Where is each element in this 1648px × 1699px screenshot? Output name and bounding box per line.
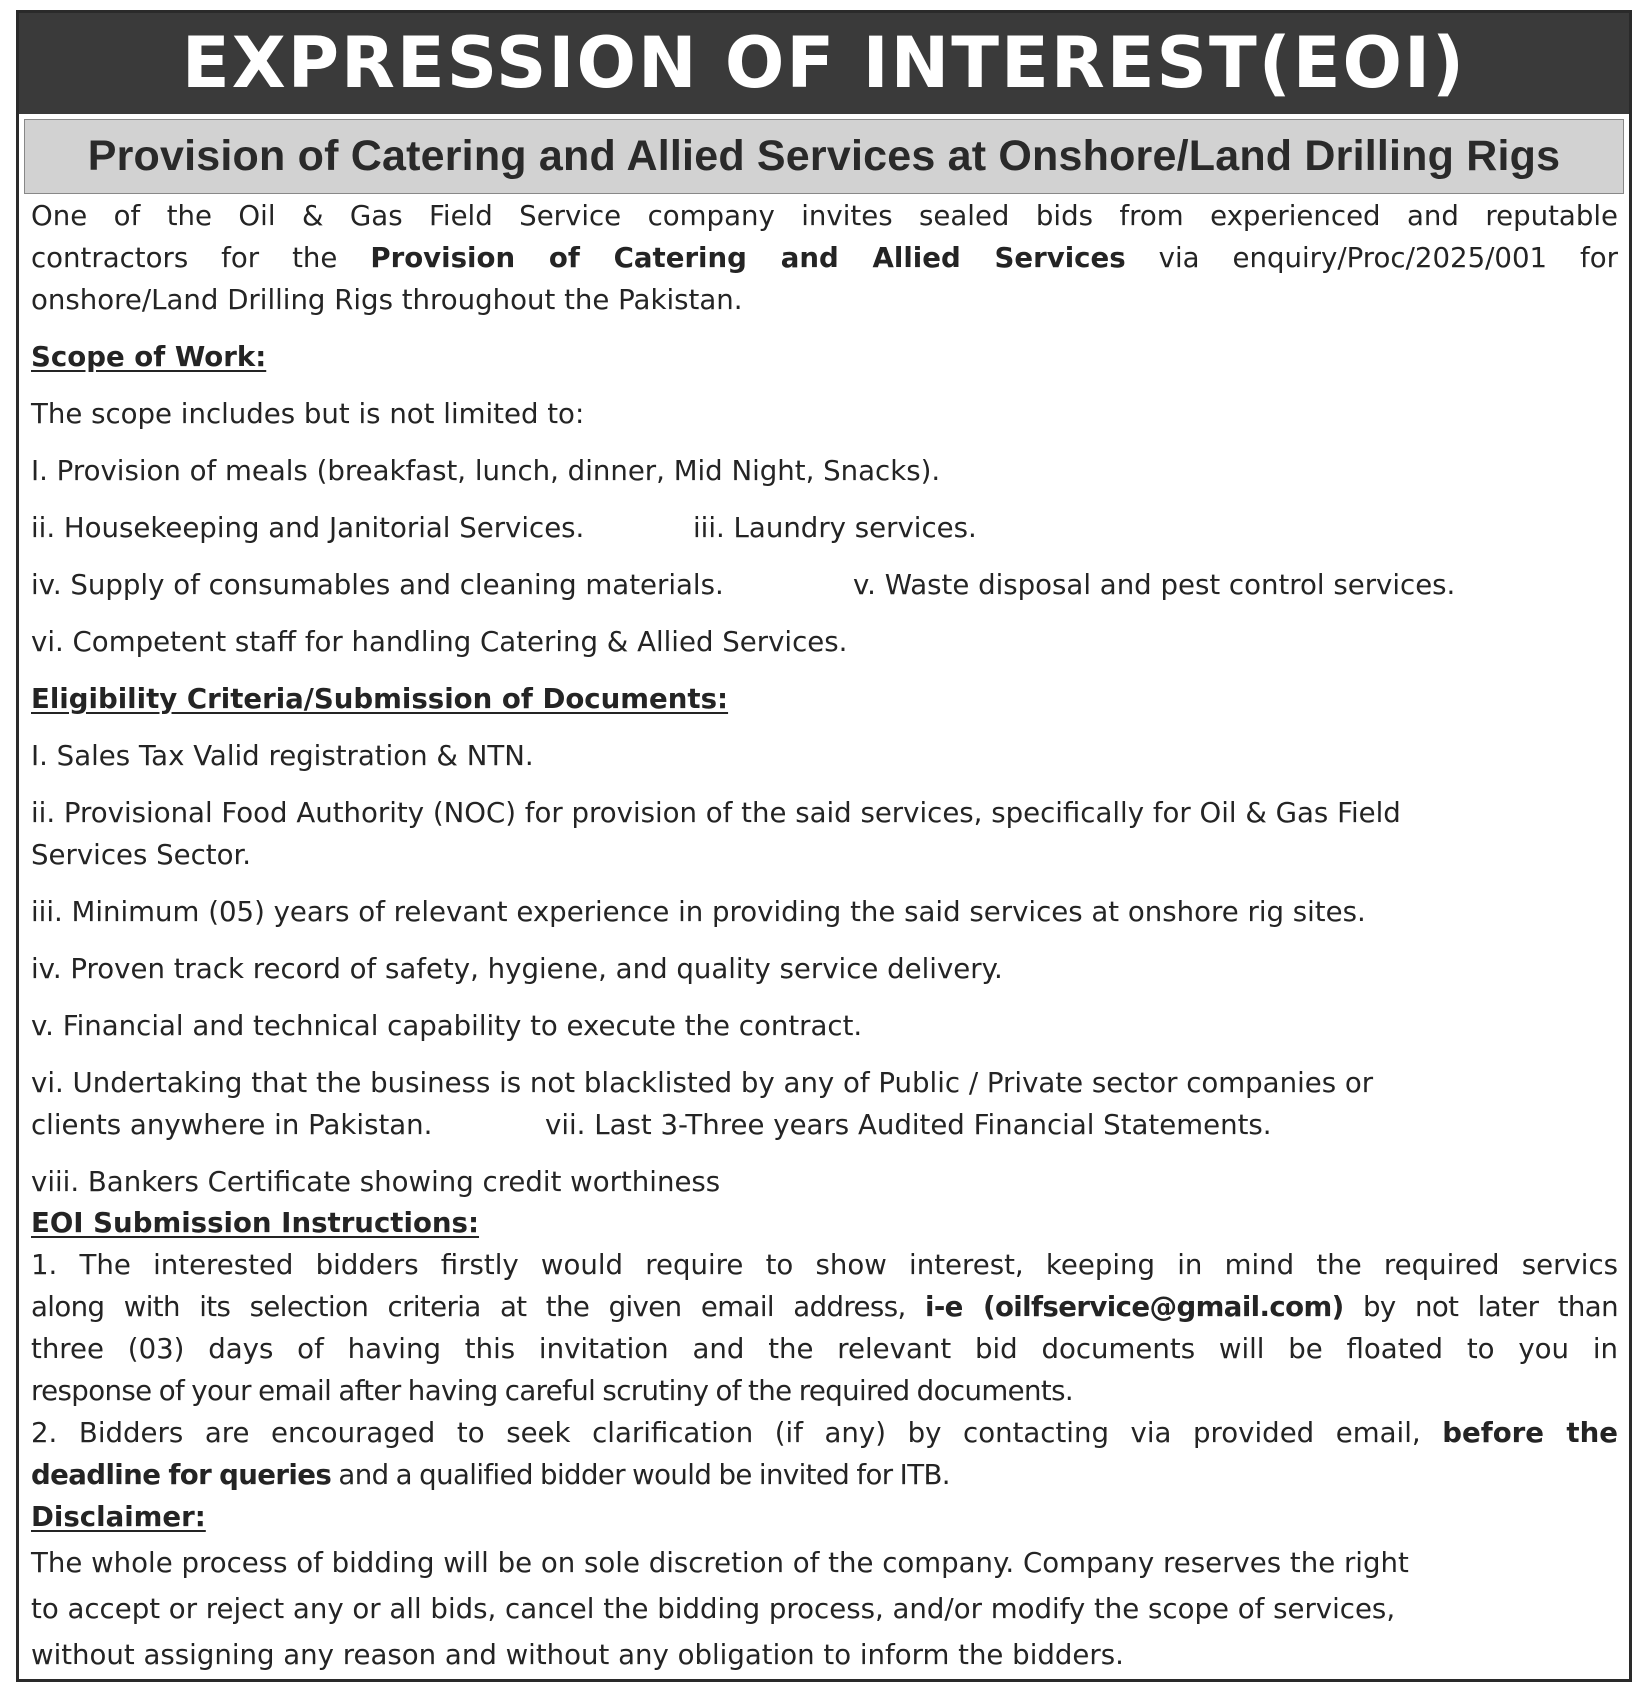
eligibility-item-4: iv. Proven track record of safety, hygiene, and quality service delivery. (31, 952, 1003, 985)
eligibility-item-1: I. Sales Tax Valid registration & NTN. (31, 739, 534, 772)
disclaimer-line-2: to accept or reject any or all bids, cancel the bidding process, and/or modify the scope of services, (31, 1592, 1396, 1625)
eligibility-item-6-line-1: vi. Undertaking that the business is not blacklisted by any of Public / Private sector companies or (31, 1066, 1374, 1099)
disclaimer-heading: Disclaimer: (31, 1500, 206, 1533)
intro-line-1: One of the Oil & Gas Field Service company invites sealed bids from experienced and reputable (31, 199, 1618, 232)
submission-para-1-line-1: 1. The interested bidders firstly would require to show interest, keeping in mind the required servics (31, 1248, 1618, 1281)
scope-lead: The scope includes but is not limited to: (31, 397, 585, 430)
scope-item-3: iii. Laundry services. (693, 511, 977, 544)
disclaimer-line-1: The whole process of bidding will be on sole discretion of the company. Company reserves the right (31, 1546, 1409, 1579)
scope-item-6: vi. Competent staff for handling Catering & Allied Services. (31, 625, 848, 658)
eligibility-heading: Eligibility Criteria/Submission of Documents: (31, 682, 729, 715)
intro-line-3: onshore/Land Drilling Rigs throughout the Pakistan. (31, 283, 743, 316)
submission-para-1-line-3: three (03) days of having this invitation and the relevant bid documents will be floated to you in (31, 1332, 1618, 1365)
eligibility-item-2-line-1: ii. Provisional Food Authority (NOC) for provision of the said services, specifically for Oil & Gas Field (31, 796, 1401, 829)
eoi-subtitle: Provision of Catering and Allied Services at Onshore/Land Drilling Rigs (24, 119, 1624, 194)
scope-item-5: v. Waste disposal and pest control services. (853, 568, 1456, 601)
eoi-advertisement (16, 10, 1632, 1682)
scope-heading: Scope of Work: (31, 340, 267, 373)
scope-item-2: ii. Housekeeping and Janitorial Services. (31, 511, 585, 544)
submission-para-2-line-2: deadline for queries and a qualified bidder would be invited for ITB. (31, 1458, 950, 1491)
eligibility-item-5: v. Financial and technical capability to execute the contract. (31, 1009, 863, 1042)
submission-heading: EOI Submission Instructions: (31, 1206, 480, 1239)
contact-email: i-e (oilfservice@gmail.com) (924, 1290, 1344, 1323)
eligibility-item-8: viii. Bankers Certificate showing credit worthiness (31, 1165, 721, 1198)
eligibility-item-3: iii. Minimum (05) years of relevant experience in providing the said services at onshore rig sites. (31, 895, 1366, 928)
submission-para-2-line-1: 2. Bidders are encouraged to seek clarification (if any) by contacting via provided email, before the (31, 1416, 1618, 1449)
eligibility-item-7: vii. Last 3-Three years Audited Financial Statements. (545, 1108, 1272, 1141)
eligibility-item-6-line-2: clients anywhere in Pakistan. (31, 1108, 433, 1141)
intro-service-name: Provision of Catering and Allied Services (370, 241, 1126, 274)
scope-item-4: iv. Supply of consumables and cleaning materials. (31, 568, 724, 601)
disclaimer-line-3: without assigning any reason and without any obligation to inform the bidders. (31, 1638, 1124, 1671)
eoi-title: EXPRESSION OF INTEREST(EOI) (19, 13, 1629, 114)
intro-line-2: contractors for the Provision of Catering and Allied Services via enquiry/Proc/2025/001 for (31, 241, 1619, 274)
scope-item-1: I. Provision of meals (breakfast, lunch, dinner, Mid Night, Snacks). (31, 454, 941, 487)
submission-para-1-line-2: along with its selection criteria at the given email address, i-e (oilfservice@gmail.com) by not later than (31, 1290, 1619, 1323)
submission-para-1-line-4: response of your email after having careful scrutiny of the required documents. (31, 1374, 1074, 1407)
eligibility-item-2-line-2: Services Sector. (31, 838, 252, 871)
